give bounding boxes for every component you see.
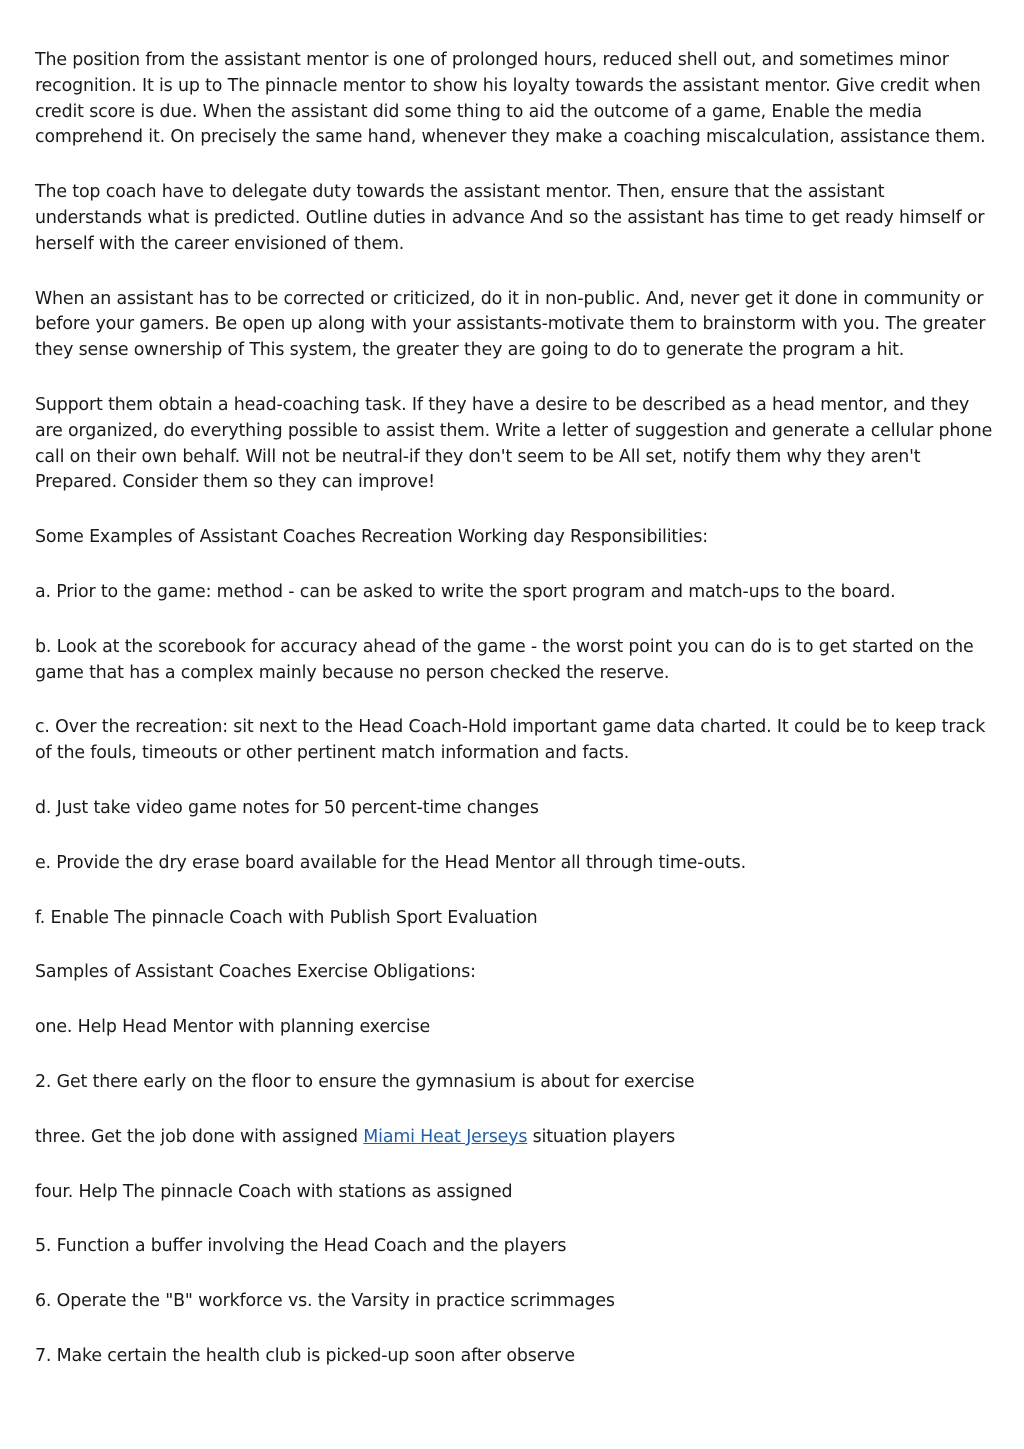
list-item-d: d. Just take video game notes for 50 percent-time changes [35, 797, 539, 818]
list-item-two: 2. Get there early on the floor to ensure the gymnasium is about for exercise [35, 1071, 695, 1092]
list-item-four: four. Help The pinnacle Coach with stations as assigned [35, 1181, 513, 1202]
document-body [35, 48, 995, 1399]
list-item-b: b. Look at the scorebook for accuracy ahead of the game - the worst point you can do is to get started on the game that has a complex mainly because no person checked the reserve. [35, 636, 974, 683]
list-item-five: 5. Function a buffer involving the Head Coach and the players [35, 1236, 567, 1257]
paragraph-head-coaching-task: Support them obtain a head-coaching task. If they have a desire to be described as a head mentor, and they are organized, do everything possible to assist them. Write a letter of suggestion and generate a cellular phone call on their own behalf. Will not be neutral-if they don't seem to be All set, notify them why they aren't Prepared. Consider them so they can improve! [35, 394, 993, 493]
list-item-three-after: situation players [527, 1126, 676, 1147]
list-item-e: e. Provide the dry erase board available for the Head Mentor all through time-outs. [35, 852, 746, 873]
list-item-a: a. Prior to the game: method - can be asked to write the sport program and match-ups to the board. [35, 581, 896, 602]
list-item-c: c. Over the recreation: sit next to the Head Coach-Hold important game data charted. It could be to keep track of the fouls, timeouts or other pertinent match information and facts. [35, 717, 986, 764]
list-item-seven: 7. Make certain the health club is picked-up soon after observe [35, 1345, 575, 1366]
miami-heat-jerseys-link[interactable]: Miami Heat Jerseys [363, 1126, 528, 1147]
list-item-one: one. Help Head Mentor with planning exercise [35, 1017, 431, 1038]
list-item-six: 6. Operate the "B" workforce vs. the Varsity in practice scrimmages [35, 1291, 615, 1312]
paragraph-correction: When an assistant has to be corrected or criticized, do it in non-public. And, never get it done in community or before your gamers. Be open up along with your assistants-motivate them to brainstorm with you. The greater they sense ownership of This system, the greater they are going to do to generate the program a hit. [35, 288, 986, 361]
paragraph-delegate-duty: The top coach have to delegate duty towards the assistant mentor. Then, ensure that the assistant understands what is predicted. Outline duties in advance And so the assistant has time to get ready himself or herself with the career envisioned of them. [35, 182, 985, 254]
list-item-three-before: three. Get the job done with assigned [35, 1126, 364, 1147]
paragraph-assistant-role: The position from the assistant mentor is one of prolonged hours, reduced shell out, and sometimes minor recognition. It is up to The pinnacle mentor to show his loyalty towards the assistant mentor. Give credit when credit score is due. When the assistant did some thing to aid the outcome of a game, Enable the media comprehend it. On precisely the same hand, whenever they make a coaching miscalculation, assistance them. [35, 50, 986, 148]
heading-game-day-responsibilities: Some Examples of Assistant Coaches Recreation Working day Responsibilities: [35, 527, 708, 548]
list-item-f: f. Enable The pinnacle Coach with Publish Sport Evaluation [35, 907, 538, 928]
list-item-three [35, 1125, 995, 1151]
heading-practice-obligations: Samples of Assistant Coaches Exercise Obligations: [35, 962, 476, 983]
